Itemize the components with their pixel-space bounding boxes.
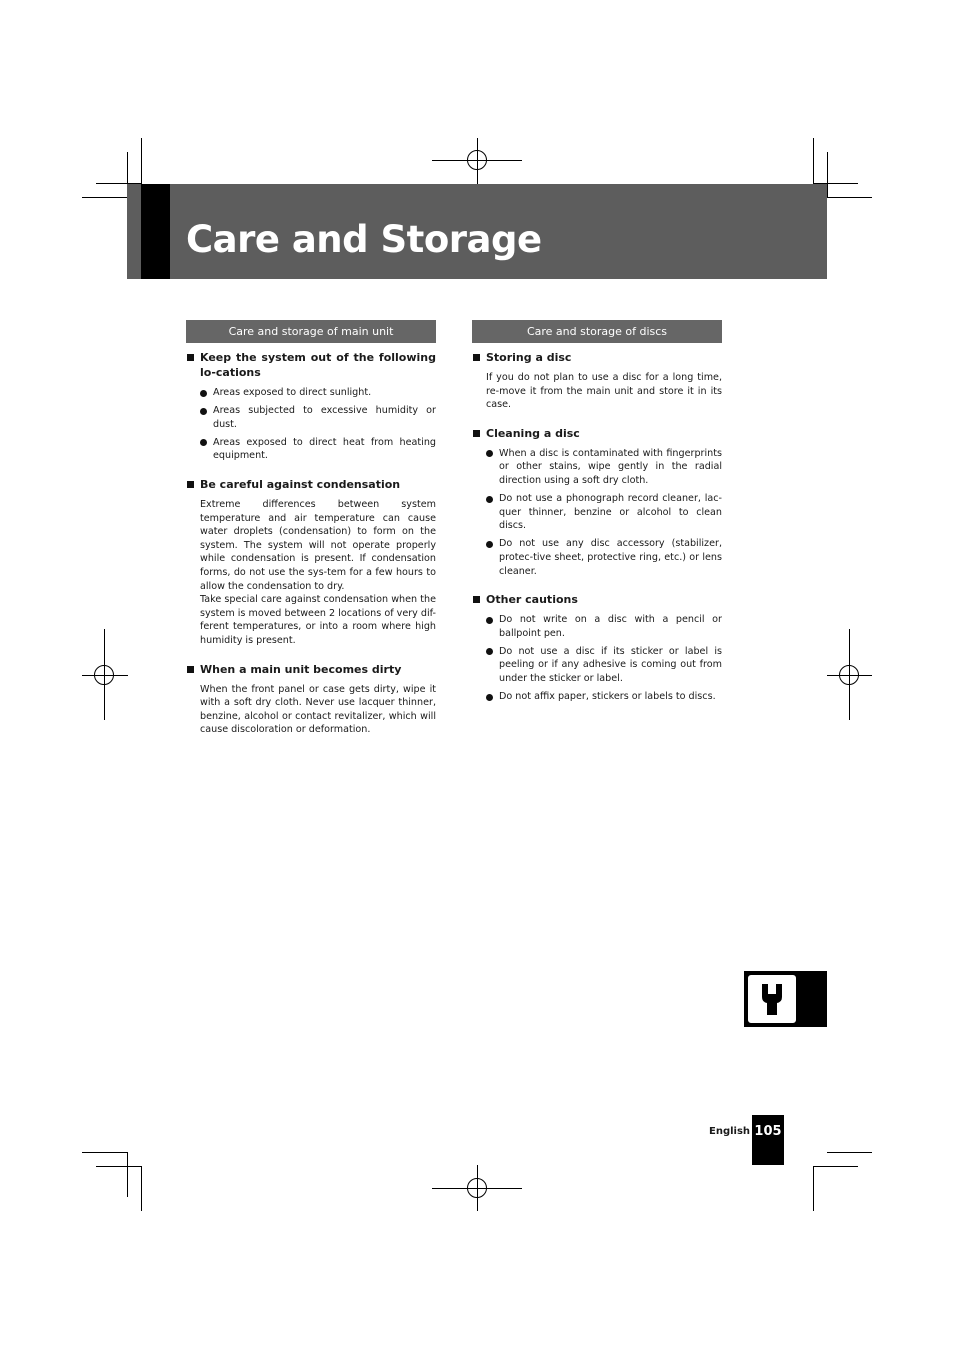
page-number: 105 <box>752 1115 784 1165</box>
round-bullet-icon <box>200 390 207 397</box>
page-title: Care and Storage <box>186 218 542 261</box>
list-item: Do not write on a disc with a pencil or ballpoint pen. <box>486 613 722 640</box>
title-tab-marker <box>141 184 170 279</box>
list-item: Do not use a disc if its sticker or label is peeling or if any adhesive is coming out from under the sticker or label. <box>486 645 722 686</box>
square-bullet-icon <box>187 666 194 673</box>
list-item: Areas exposed to direct heat from heating equipment. <box>200 436 436 463</box>
subsection-heading: When a main unit becomes dirty <box>186 662 436 677</box>
bullet-list <box>186 386 436 463</box>
round-bullet-icon <box>486 496 493 503</box>
wrench-icon-graphic <box>748 975 796 1023</box>
subsection-heading: Cleaning a disc <box>472 426 722 441</box>
list-item: Do not affix paper, stickers or labels to discs. <box>486 690 722 704</box>
paragraph: Take special care against condensation when the system is moved between 2 locations of very dif-ferent temperatures, or into a room where high humidity is present. <box>200 594 436 646</box>
list-item: Do not use a phonograph record cleaner, lac-quer thinner, benzine or alcohol to clean discs. <box>486 492 722 533</box>
round-bullet-icon <box>200 439 207 446</box>
list-item: Do not use any disc accessory (stabilizer, protec-tive sheet, protective ring, etc.) or lens cleaner. <box>486 537 722 578</box>
subsection-heading: Be careful against condensation <box>186 477 436 492</box>
section-header-discs: Care and storage of discs <box>472 320 722 343</box>
round-bullet-icon <box>200 408 207 415</box>
section-keep-out-locations <box>186 350 436 463</box>
left-column <box>186 320 436 747</box>
round-bullet-icon <box>486 648 493 655</box>
section-other-cautions <box>472 592 722 704</box>
section-storing-disc <box>472 350 722 412</box>
subsection-heading: Keep the system out of the following lo-cations <box>186 350 436 380</box>
paragraph: Extreme differences between system temperature and air temperature can cause water droplets (condensation) to form on the system. The system will not operate properly while condensation is present. If condensation forms, do not use the sys-tem for a few hours to allow the condensation to dry. <box>200 498 436 592</box>
round-bullet-icon <box>486 694 493 701</box>
round-bullet-icon <box>486 450 493 457</box>
list-item: Areas exposed to direct sunlight. <box>200 386 436 400</box>
square-bullet-icon <box>473 430 480 437</box>
bullet-list <box>472 447 722 578</box>
square-bullet-icon <box>473 354 480 361</box>
section-main-unit-dirty <box>186 662 436 737</box>
subsection-heading: Storing a disc <box>472 350 722 365</box>
round-bullet-icon <box>486 617 493 624</box>
right-column <box>472 320 722 714</box>
subsection-heading: Other cautions <box>472 592 722 607</box>
list-item: When a disc is contaminated with fingerprints or other stains, wipe gently in the radial direction using a soft dry cloth. <box>486 447 722 488</box>
paragraph: When the front panel or case gets dirty, wipe it with a soft dry cloth. Never use lacquer thinner, benzine, alcohol or contact revitalizer, which will cause discoloration or deformation. <box>200 683 436 736</box>
paragraph: If you do not plan to use a disc for a long time, re-move it from the main unit and store it in its case. <box>486 372 722 411</box>
section-cleaning-disc <box>472 426 722 578</box>
square-bullet-icon <box>473 596 480 603</box>
list-item: Areas subjected to excessive humidity or dust. <box>200 404 436 431</box>
bullet-list <box>472 613 722 704</box>
square-bullet-icon <box>187 354 194 361</box>
round-bullet-icon <box>486 541 493 548</box>
wrench-icon <box>746 973 798 1025</box>
section-condensation <box>186 477 436 648</box>
footer-language: English <box>709 1126 751 1137</box>
square-bullet-icon <box>187 481 194 488</box>
section-header-main-unit: Care and storage of main unit <box>186 320 436 343</box>
